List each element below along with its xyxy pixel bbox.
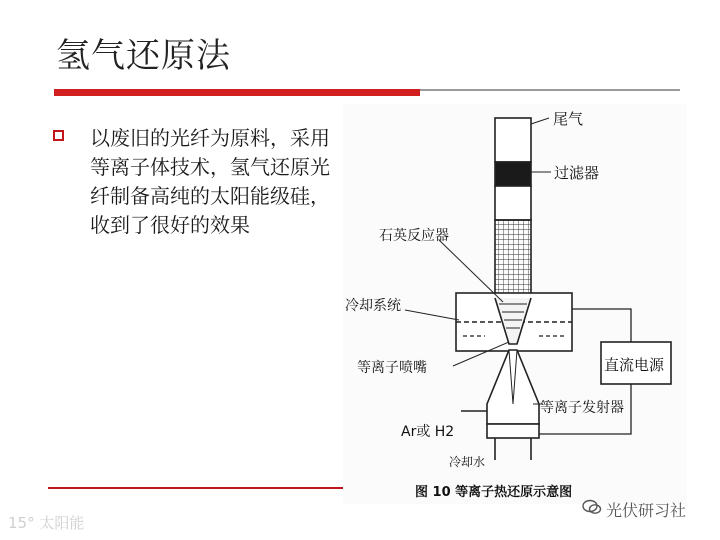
filter-band: [495, 162, 531, 186]
label-quartz-reactor: 石英反应器: [379, 228, 449, 244]
label-dc-power: 直流电源: [604, 356, 665, 374]
label-cooling-system: 冷却系统: [345, 298, 401, 314]
plasma-reduction-diagram: [343, 104, 687, 504]
figure-caption: 图 10 等离子热还原示意图: [415, 485, 573, 500]
exhaust-tube: [495, 118, 531, 162]
label-filter: 过滤器: [554, 164, 600, 182]
slide-title: 氢气还原法: [56, 36, 231, 76]
quartz-reactor: [495, 220, 531, 298]
watermark-left: 15° 太阳能: [8, 514, 85, 532]
upper-tube: [495, 186, 531, 220]
label-cooling-water: 冷却水: [449, 455, 486, 469]
square-bullet-icon: [53, 130, 64, 141]
emitter-base: [487, 424, 539, 438]
plasma-emitter-cone: [487, 350, 539, 424]
label-exhaust: 尾气: [553, 110, 584, 128]
title-underline-red: [54, 89, 420, 96]
watermark-right: 光伏研习社: [606, 501, 687, 520]
bullet-text: 以废旧的光纤为原料，采用等离子体技术，氢气还原光纤制备高纯的太阳能级硅，收到了很好的效果: [90, 126, 330, 237]
label-plasma-emitter: 等离子发射器: [540, 400, 624, 416]
bottom-divider: [48, 487, 343, 489]
chat-icon: [582, 497, 602, 517]
label-gas-inlet: Ar或 H2: [401, 424, 455, 440]
title-underline-gray: [420, 89, 680, 91]
label-plasma-nozzle: 等离子喷嘴: [357, 360, 427, 376]
plasma-reduction-figure: [343, 104, 687, 504]
